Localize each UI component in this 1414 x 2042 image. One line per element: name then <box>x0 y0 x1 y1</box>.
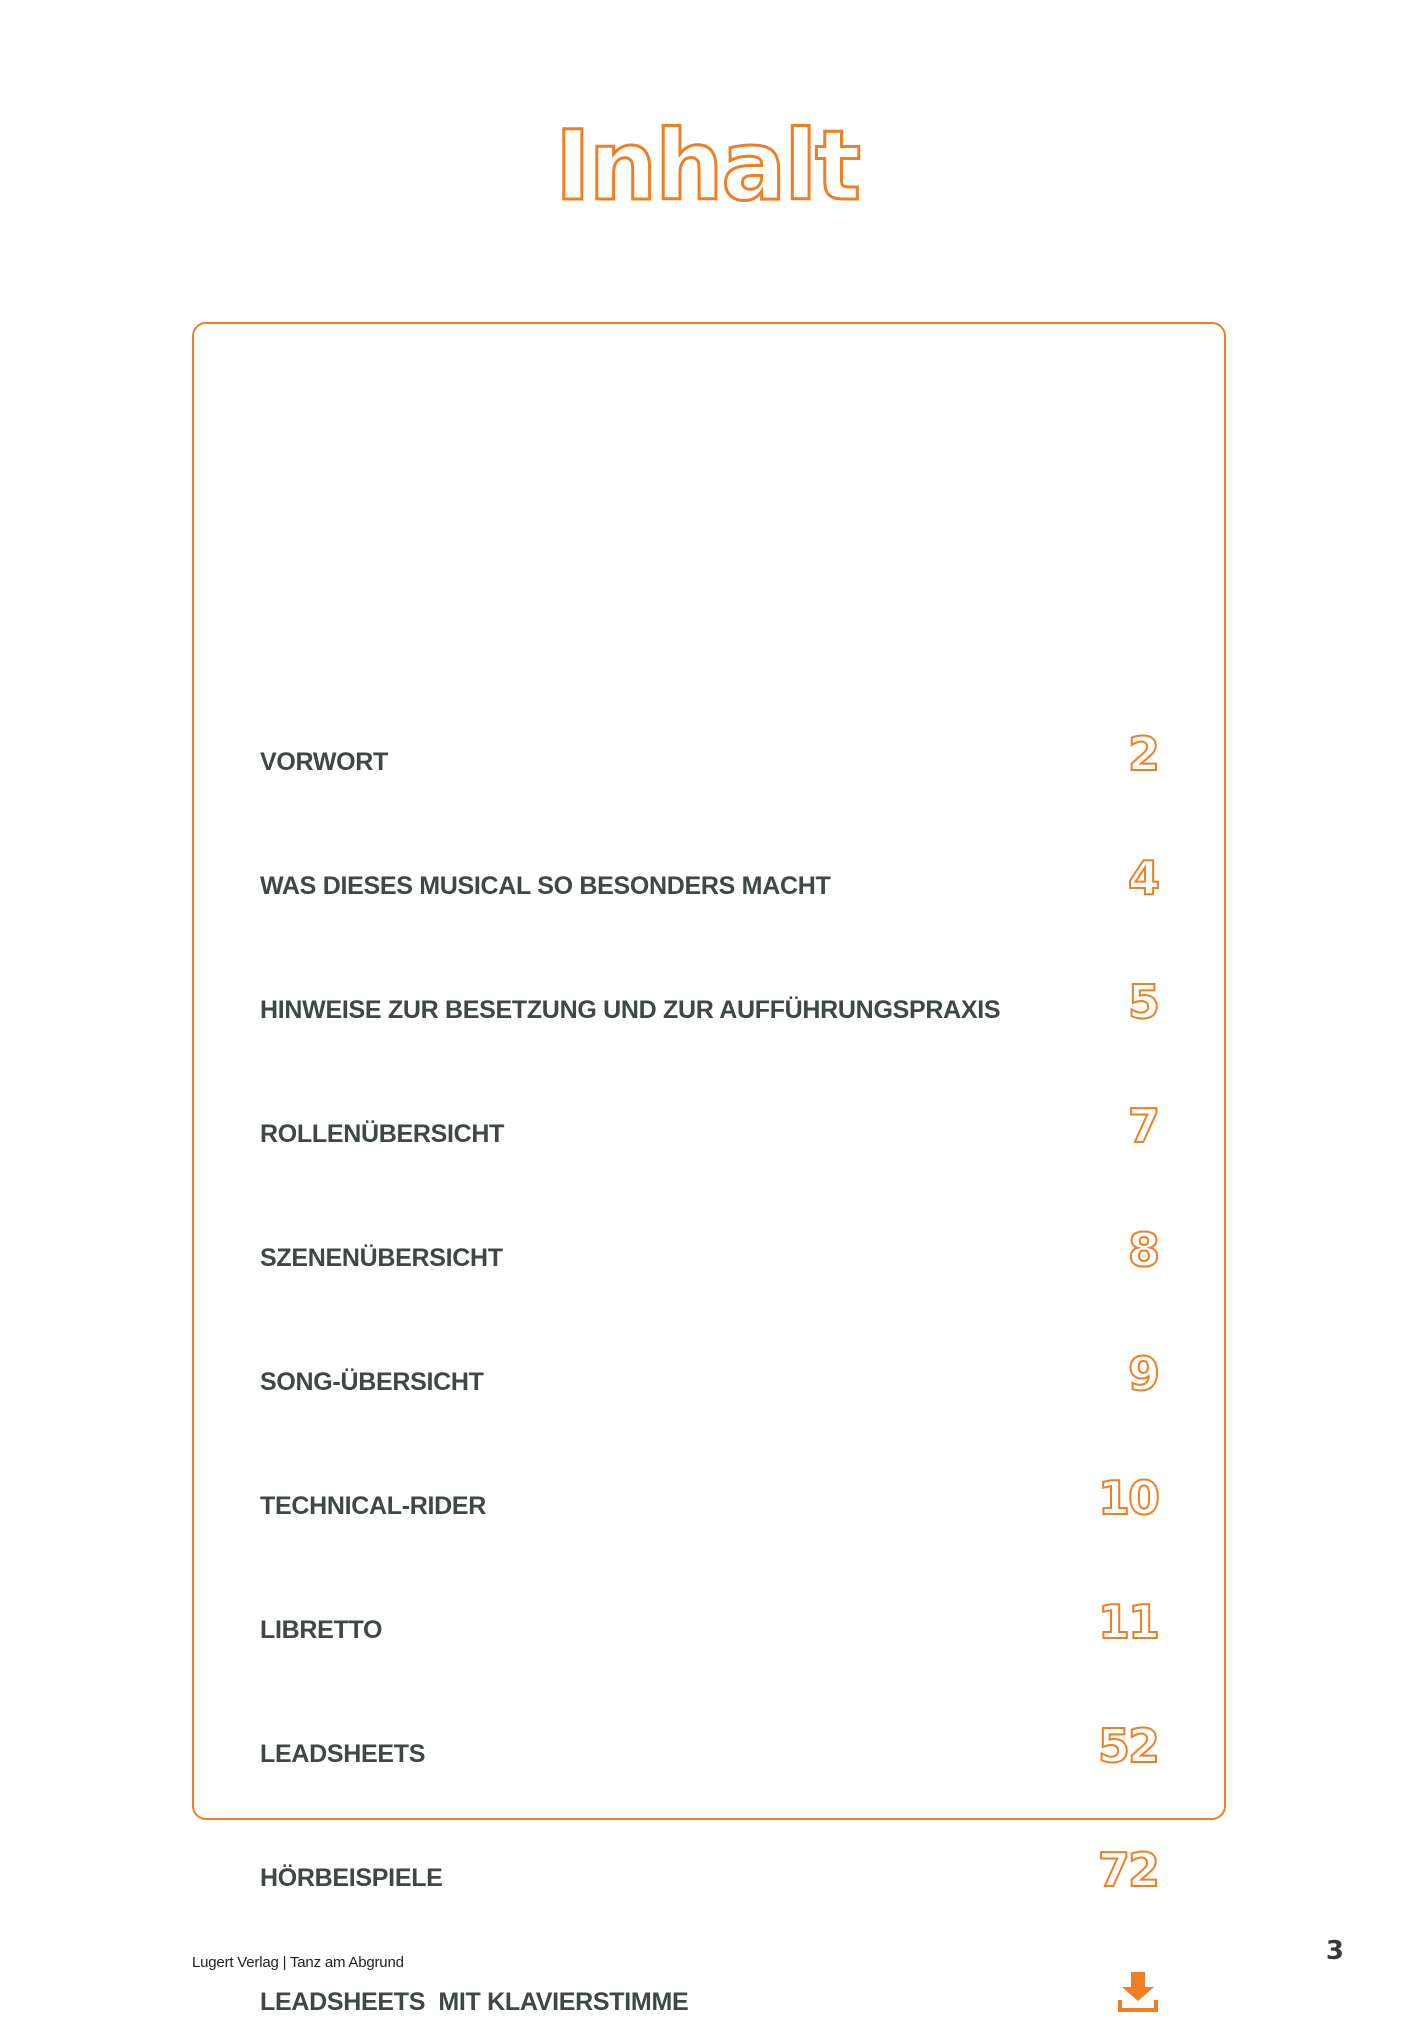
page-title: Inhalt <box>555 110 859 222</box>
toc-entry[interactable] <box>194 970 1224 1050</box>
toc-entry-label: LIBRETTO <box>260 1615 383 1644</box>
toc-entry-page-number: 72 <box>1097 1843 1158 1897</box>
toc-entry-page-number: 5 <box>1127 975 1158 1029</box>
toc-entry-label: SONG-ÜBERSICHT <box>260 1367 484 1396</box>
toc-entry-page-number: 52 <box>1097 1719 1158 1773</box>
toc-entry-page-number: 11 <box>1097 1595 1158 1649</box>
footer-page-number: 3 <box>1325 1936 1344 1966</box>
toc-entry-label: SZENENÜBERSICHT <box>260 1243 503 1272</box>
toc-entry-label: VORWORT <box>260 747 388 776</box>
toc-entry-label: ROLLENÜBERSICHT <box>260 1119 505 1148</box>
download-icon[interactable] <box>1118 1970 1158 2014</box>
toc-entry[interactable] <box>194 1218 1224 1298</box>
toc-entry[interactable] <box>194 1466 1224 1546</box>
toc-entry[interactable] <box>194 1590 1224 1670</box>
toc-entry-label: HÖRBEISPIELE <box>260 1863 443 1892</box>
toc-entry-page-number: 4 <box>1127 851 1158 905</box>
footer-publisher-text: Lugert Verlag | Tanz am Abgrund <box>192 1954 404 1971</box>
toc-entry-label: TECHNICAL-RIDER <box>260 1491 487 1520</box>
toc-entry-label: LEADSHEETS <box>260 1739 426 1768</box>
toc-entry-page-number: 8 <box>1127 1223 1158 1277</box>
toc-entry-page-number: 9 <box>1127 1347 1158 1401</box>
toc-entry[interactable] <box>194 1962 1224 2042</box>
toc-entry[interactable] <box>194 846 1224 926</box>
toc-entry-page-number: 7 <box>1127 1099 1158 1153</box>
toc-entry[interactable] <box>194 1838 1224 1918</box>
toc-entry-label: HINWEISE ZUR BESETZUNG UND ZUR AUFFÜHRUNGSPRAXIS <box>260 995 1001 1024</box>
toc-entry[interactable] <box>194 1714 1224 1794</box>
toc-entry[interactable] <box>194 1094 1224 1174</box>
toc-entry[interactable] <box>194 1342 1224 1422</box>
toc-entry-page-number: 10 <box>1097 1471 1158 1525</box>
toc-entry-label: LEADSHEETS MIT KLAVIERSTIMME <box>260 1987 689 2016</box>
toc-entry-label: WAS DIESES MUSICAL SO BESONDERS MACHT <box>260 871 831 900</box>
toc-entry[interactable] <box>194 722 1224 802</box>
toc-entry-page-number: 2 <box>1127 727 1158 781</box>
